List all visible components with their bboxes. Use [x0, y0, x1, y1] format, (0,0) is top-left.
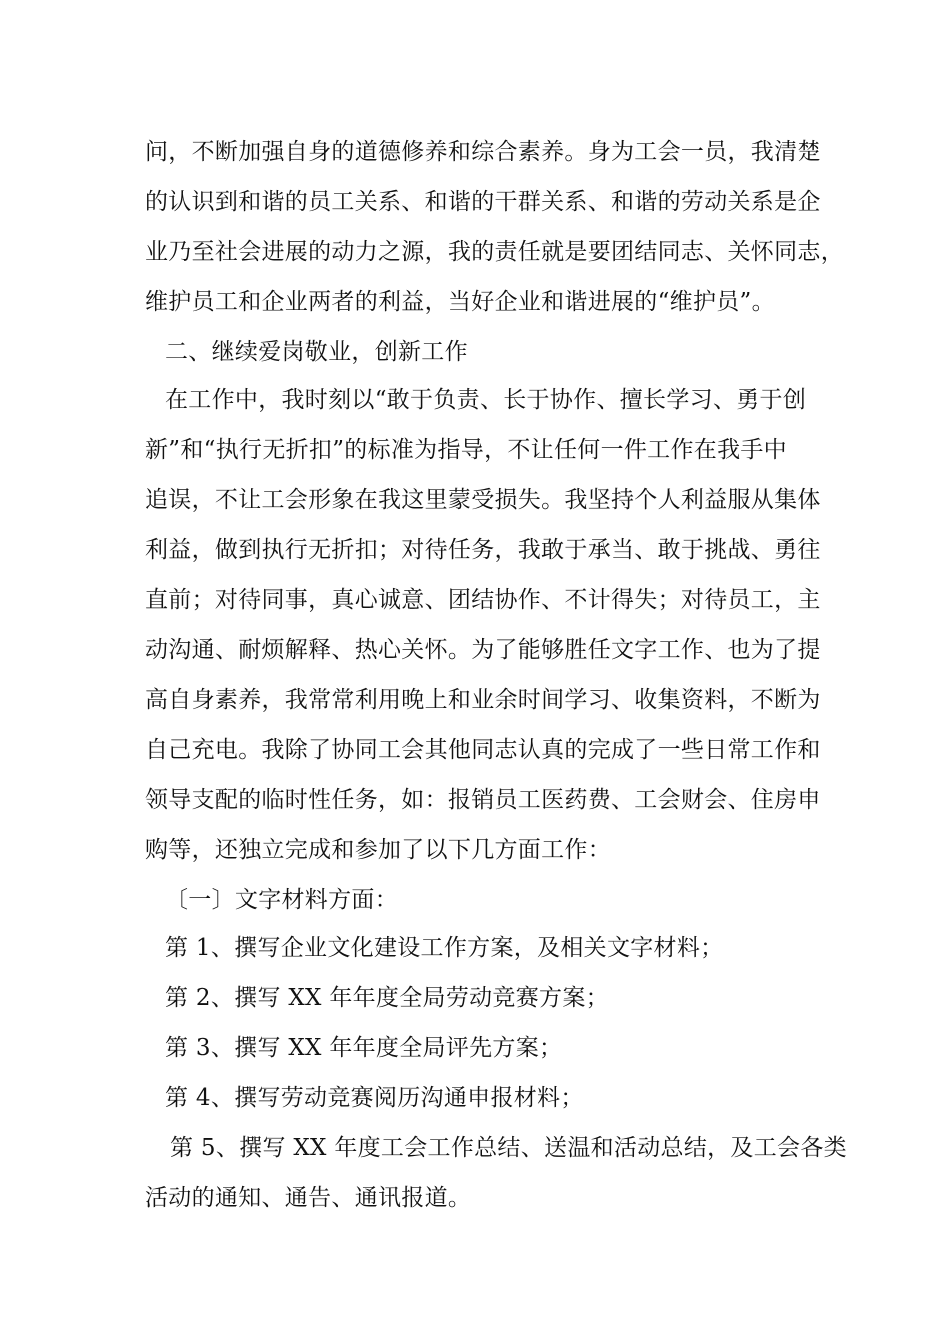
paragraph-line: 购等，还独立完成和参加了以下几方面工作：: [145, 837, 611, 863]
paragraph-line: 追误，不让工会形象在我这里蒙受损失。我坚持个人利益服从集体: [145, 487, 821, 513]
list-item: 第 3、撰写 XX 年年度全局评先方案；: [165, 1035, 563, 1061]
paragraph-line: 维护员工和企业两者的利益，当好企业和谐进展的“维护员”。: [145, 289, 775, 315]
paragraph-line: 问，不断加强自身的道德修养和综合素养。身为工会一员，我清楚: [145, 139, 821, 165]
paragraph-line: 新”和“执行无折扣”的标准为指导，不让任何一件工作在我手中: [145, 437, 787, 463]
paragraph-line: 业乃至社会进展的动力之源，我的责任就是要团结同志、关怀同志，: [145, 239, 844, 265]
paragraph-line: 活动的通知、通告、通讯报道。: [145, 1185, 472, 1211]
paragraph-line: 在工作中，我时刻以“敢于负责、长于协作、擅长学习、勇于创: [165, 387, 807, 413]
subsection-heading: 〔一〕文字材料方面：: [165, 887, 398, 913]
paragraph-line: 自己充电。我除了协同工会其他同志认真的完成了一些日常工作和: [145, 737, 821, 763]
list-item: 第 5、撰写 XX 年度工会工作总结、送温和活动总结，及工会各类: [170, 1135, 847, 1161]
paragraph-line: 领导支配的临时性任务，如：报销员工医药费、工会财会、住房申: [145, 787, 821, 813]
list-item: 第 1、撰写企业文化建设工作方案，及相关文字材料；: [165, 935, 724, 961]
paragraph-line: 高自身素养，我常常利用晚上和业余时间学习、收集资料，不断为: [145, 687, 821, 713]
paragraph-line: 直前；对待同事，真心诚意、团结协作、不计得失；对待员工，主: [145, 587, 821, 613]
paragraph-line: 的认识到和谐的员工关系、和谐的干群关系、和谐的劳动关系是企: [145, 189, 821, 215]
list-item: 第 4、撰写劳动竞赛阅历沟通申报材料；: [165, 1085, 584, 1111]
paragraph-line: 利益，做到执行无折扣；对待任务，我敢于承当、敢于挑战、勇往: [145, 537, 821, 563]
section-heading: 二、继续爱岗敬业，创新工作: [165, 339, 468, 365]
paragraph-line: 动沟通、耐烦解释、热心关怀。为了能够胜任文字工作、也为了提: [145, 637, 821, 663]
list-item: 第 2、撰写 XX 年年度全局劳动竞赛方案；: [165, 985, 609, 1011]
